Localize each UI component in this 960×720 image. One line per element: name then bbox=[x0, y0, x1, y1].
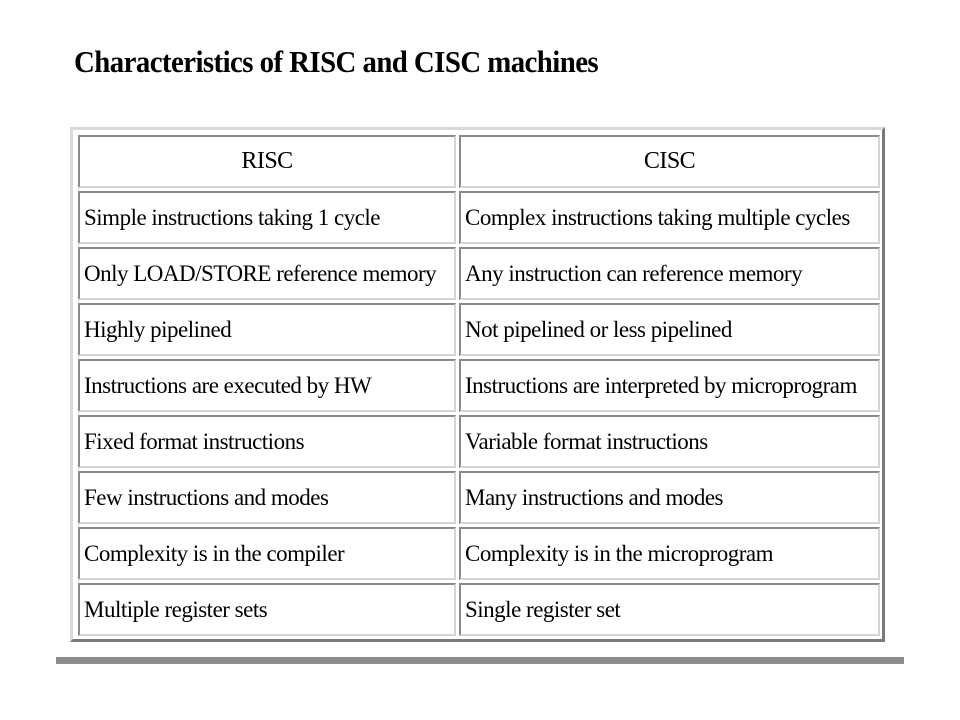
risc-cell: Only LOAD/STORE reference memory bbox=[78, 247, 456, 300]
risc-cisc-comparison-table bbox=[75, 132, 883, 639]
table-row bbox=[78, 471, 880, 524]
bottom-divider bbox=[56, 657, 904, 664]
table-row bbox=[78, 527, 880, 580]
cisc-cell: Instructions are interpreted by microprogram bbox=[459, 359, 880, 412]
risc-cell: Fixed format instructions bbox=[78, 415, 456, 468]
header-risc: RISC bbox=[78, 135, 456, 188]
table-row bbox=[78, 359, 880, 412]
risc-cell: Multiple register sets bbox=[78, 583, 456, 636]
header-cisc: CISC bbox=[459, 135, 880, 188]
comparison-table-frame bbox=[70, 127, 885, 642]
cisc-cell: Not pipelined or less pipelined bbox=[459, 303, 880, 356]
risc-cell: Few instructions and modes bbox=[78, 471, 456, 524]
table-row bbox=[78, 303, 880, 356]
risc-cell: Instructions are executed by HW bbox=[78, 359, 456, 412]
cisc-cell: Complex instructions taking multiple cycles bbox=[459, 191, 880, 244]
cisc-cell: Complexity is in the microprogram bbox=[459, 527, 880, 580]
page-title: Characteristics of RISC and CISC machines bbox=[74, 44, 599, 79]
cisc-cell: Variable format instructions bbox=[459, 415, 880, 468]
table-row bbox=[78, 583, 880, 636]
cisc-cell: Single register set bbox=[459, 583, 880, 636]
risc-cell: Complexity is in the compiler bbox=[78, 527, 456, 580]
cisc-cell: Any instruction can reference memory bbox=[459, 247, 880, 300]
table-row bbox=[78, 415, 880, 468]
cisc-cell: Many instructions and modes bbox=[459, 471, 880, 524]
table-row bbox=[78, 247, 880, 300]
risc-cell: Simple instructions taking 1 cycle bbox=[78, 191, 456, 244]
risc-cell: Highly pipelined bbox=[78, 303, 456, 356]
table-header-row bbox=[78, 135, 880, 188]
table-row bbox=[78, 191, 880, 244]
